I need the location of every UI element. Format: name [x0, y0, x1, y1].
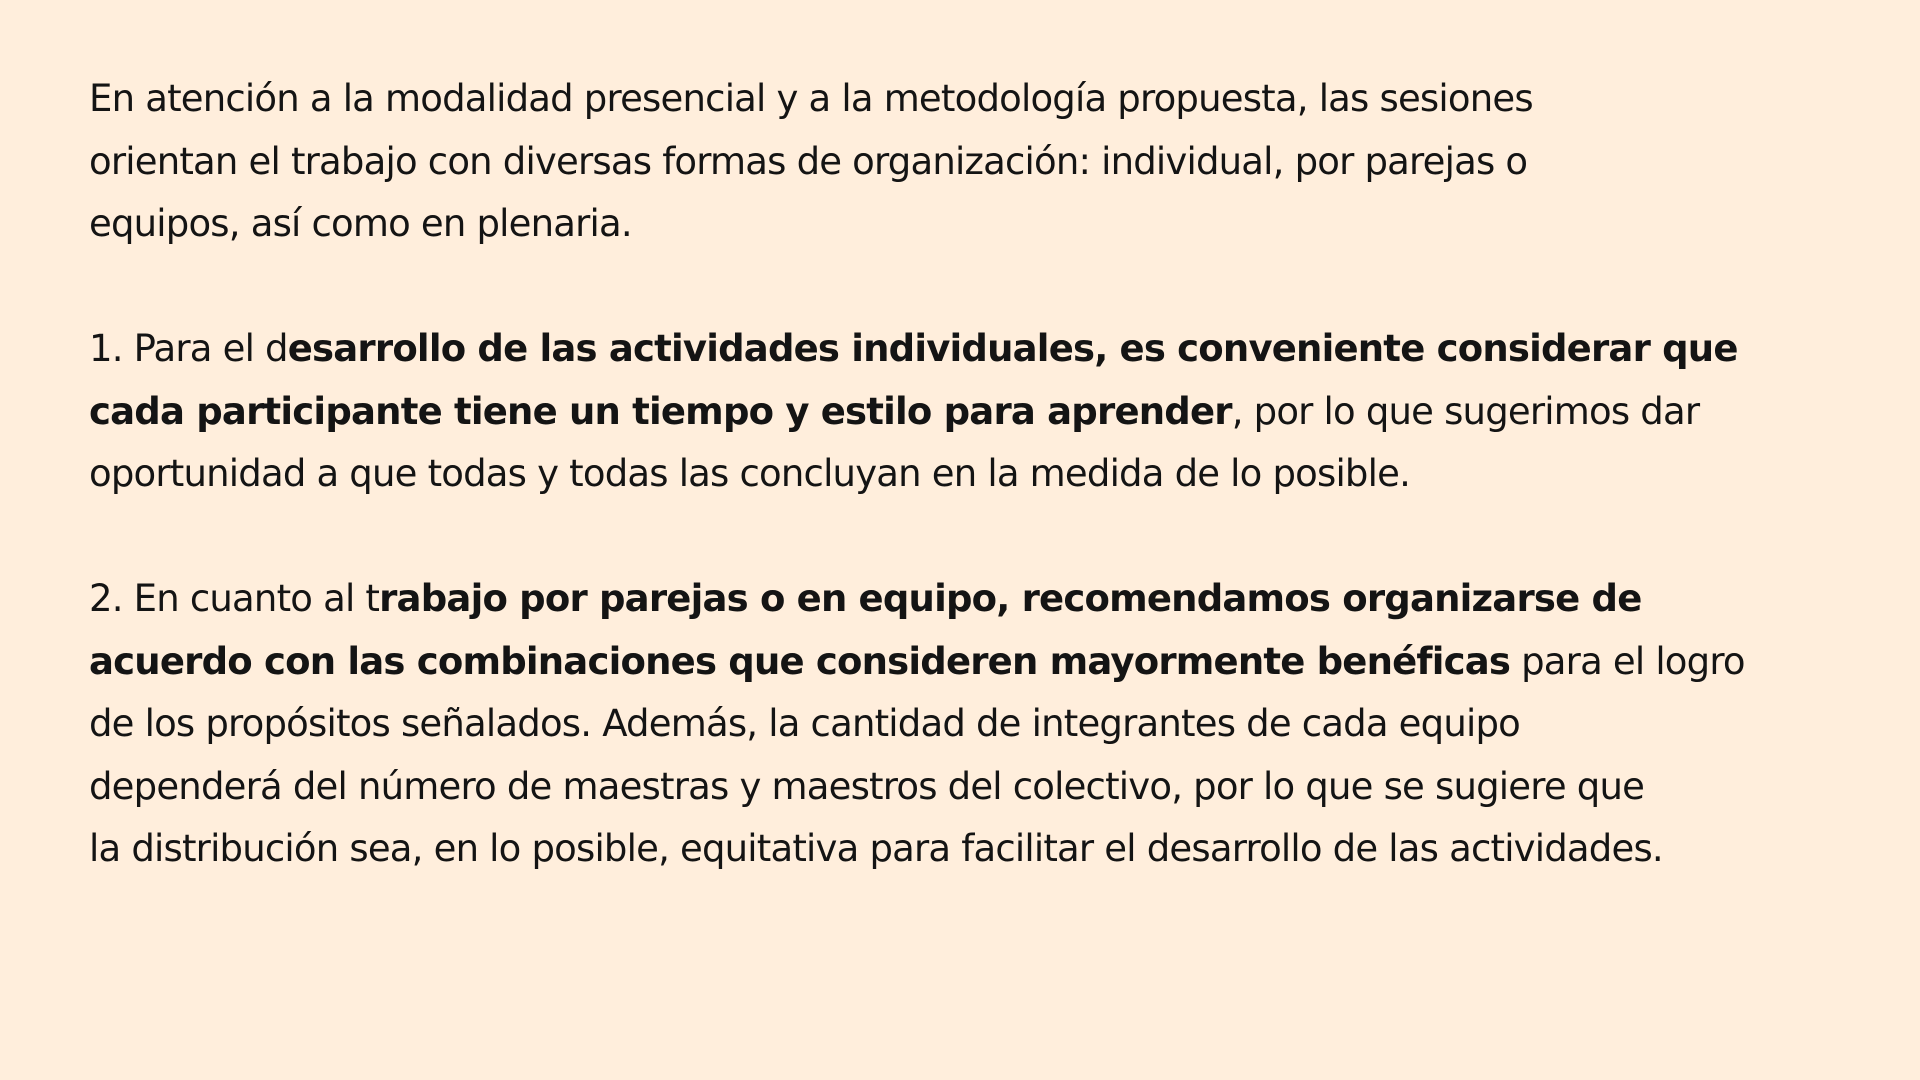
intro-line-1: En atención a la modalidad presencial y a la metodología propuesta, las sesiones — [89, 77, 1533, 120]
intro-line-2: orientan el trabajo con diversas formas de organización: individual, por parejas o — [89, 139, 1528, 183]
document-body — [89, 68, 1889, 881]
item-1-line-1 — [89, 318, 1889, 381]
item-2-line-5: la distribución sea, en lo posible, equitativa para facilitar el desarrollo de las actividades. — [89, 827, 1663, 870]
item-1-line-2-bold: cada participante tiene un tiempo y estilo para aprender — [89, 389, 1232, 433]
intro-line-3: equipos, así como en plenaria. — [89, 202, 632, 245]
item-2-paragraph — [89, 568, 1889, 881]
intro-paragraph — [89, 68, 1889, 256]
item-2-line-2-plain: para el logro — [1510, 639, 1745, 683]
item-1-paragraph — [89, 318, 1889, 506]
item-2-line-4: dependerá del número de maestras y maestros del colectivo, por lo que se sugiere que — [89, 764, 1645, 808]
item-2-line-3: de los propósitos señalados. Además, la cantidad de integrantes de cada equipo — [89, 702, 1520, 745]
item-2-line-1-plain: 2. En cuanto al t — [89, 577, 380, 620]
item-1-line-1-plain: 1. Para el d — [89, 327, 288, 370]
item-1-line-1-bold: esarrollo de las actividades individuales, es conveniente considerar que — [287, 327, 1738, 370]
item-2-line-1 — [89, 568, 1889, 631]
item-2-line-1-bold: rabajo por parejas o en equipo, recomendamos organizarse de — [379, 577, 1642, 620]
item-2-line-2 — [89, 631, 1889, 694]
item-1-line-2 — [89, 381, 1889, 444]
item-1-line-3: oportunidad a que todas y todas las concluyan en la medida de lo posible. — [89, 452, 1411, 495]
item-1-line-2-plain: , por lo que sugerimos dar — [1231, 389, 1700, 433]
item-2-line-2-bold: acuerdo con las combinaciones que consideren mayormente benéficas — [89, 639, 1511, 683]
